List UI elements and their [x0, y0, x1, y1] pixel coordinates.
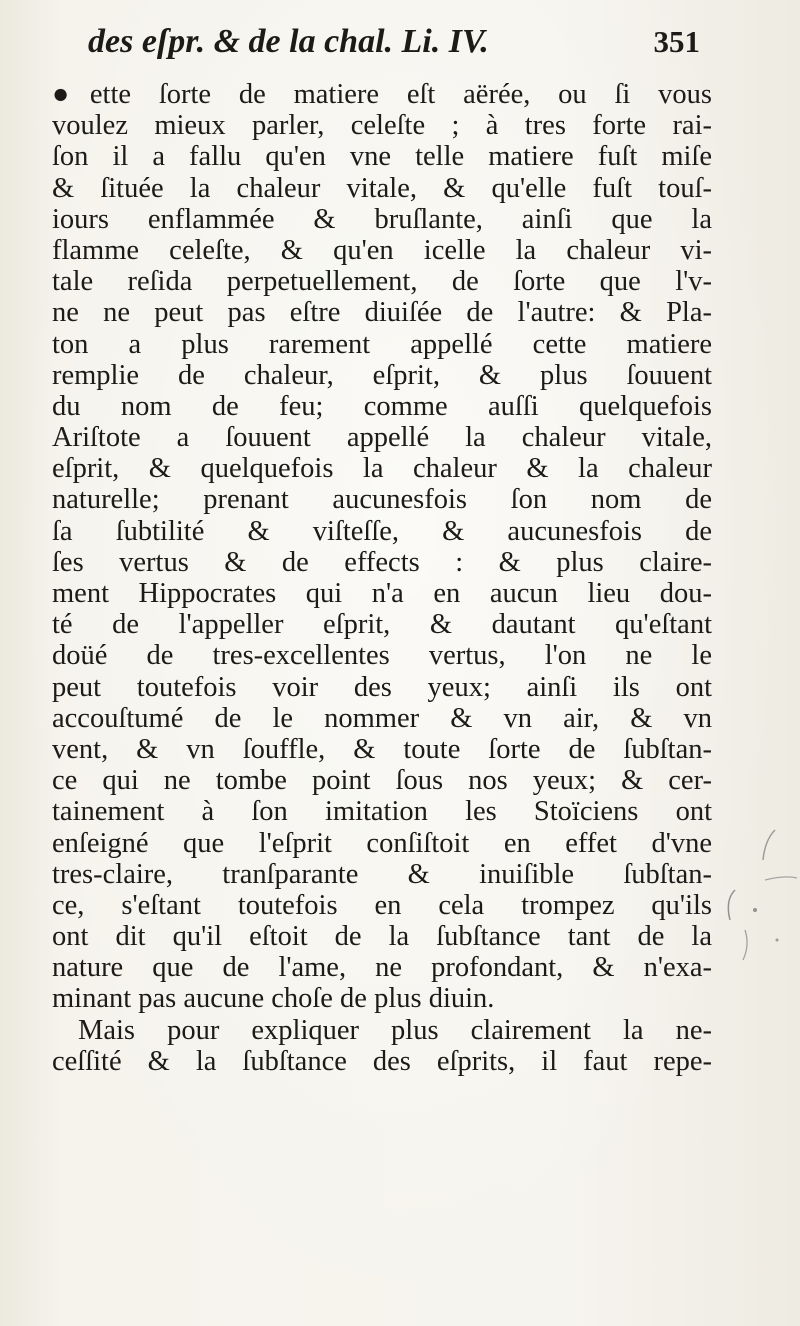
- text-line: ceſſité & la ſubſtance des eſprits, il faut repe-: [52, 1045, 712, 1077]
- body-text: [52, 79, 712, 1077]
- text-line: remplie de chaleur, eſprit, & plus ſouuent: [52, 359, 712, 391]
- text-line: Ariſtote a ſouuent appellé la chaleur vitale,: [52, 422, 712, 454]
- text-line: ton a plus rarement appellé cette matiere: [52, 328, 712, 360]
- text-line: ce qui ne tombe point ſous nos yeux; & cer-: [52, 765, 712, 797]
- text-line: doüé de tres-excellentes vertus, l'on ne le: [52, 640, 712, 672]
- text-line: voulez mieux parler, celeſte ; à tres forte rai-: [52, 110, 712, 142]
- text-line: ●ette ſorte de matiere eſt aërée, ou ſi vous: [52, 79, 712, 110]
- text-line: eſprit, & quelquefois la chaleur & la chaleur: [52, 453, 712, 485]
- text-line: ment Hippocrates qui n'a en aucun lieu dou-: [52, 578, 712, 609]
- text-line: ſa ſubtilité & viſteſſe, & aucunesfois de: [52, 515, 712, 547]
- running-head: des eſpr. & de la chal. Li. IV.: [88, 23, 489, 60]
- text-line: vent, & vn ſouffle, & toute ſorte de ſubſtan-: [52, 733, 712, 765]
- text-line: ont dit qu'il eſtoit de la ſubſtance tant de la: [52, 921, 712, 953]
- text-line: tainement à ſon imitation les Stoïciens ont: [52, 796, 712, 828]
- text-line: peut toutefois voir des yeux; ainſi ils ont: [52, 671, 712, 703]
- page-number: 351: [653, 24, 700, 59]
- text-line: ne ne peut pas eſtre diuiſée de l'autre: & Pla-: [52, 297, 712, 329]
- text-line: accouſtumé de le nommer & vn air, & vn: [52, 702, 712, 734]
- text-line: iours enflammée & bruſlante, ainſi que la: [52, 203, 712, 235]
- text-line: du nom de feu; comme auſſi quelquefois: [52, 390, 712, 422]
- text-line: tres-claire, tranſparante & inuiſible ſubſtan-: [52, 858, 712, 890]
- text-line: nature que de l'ame, ne profondant, & n'exa-: [52, 952, 712, 984]
- text-line: ſes vertus & de effects : & plus claire-: [52, 546, 712, 578]
- text-line: ce, s'eſtant toutefois en cela trompez qu'ils: [52, 889, 712, 921]
- page-header: [88, 16, 700, 68]
- text-line: minant pas aucune choſe de plus diuin.: [52, 983, 495, 1015]
- ink-bleed-marks: [705, 820, 800, 970]
- text-line: naturelle; prenant aucunesfois ſon nom de: [52, 484, 712, 516]
- text-line: ſon il a fallu qu'en vne telle matiere fuſt miſe: [52, 141, 712, 173]
- text-line: Mais pour expliquer plus clairement la ne-: [78, 1014, 712, 1046]
- text-line: té de l'appeller eſprit, & dautant qu'eſtant: [52, 609, 712, 641]
- text-line: & ſituée la chaleur vitale, & qu'elle fuſt touſ-: [52, 172, 712, 204]
- text-line: tale reſida perpetuellement, de ſorte que l'v-: [52, 266, 712, 298]
- text-line: flamme celeſte, & qu'en icelle la chaleur vi-: [52, 234, 712, 266]
- text-line: enſeigné que l'eſprit conſiſtoit en effet d'vne: [52, 827, 712, 859]
